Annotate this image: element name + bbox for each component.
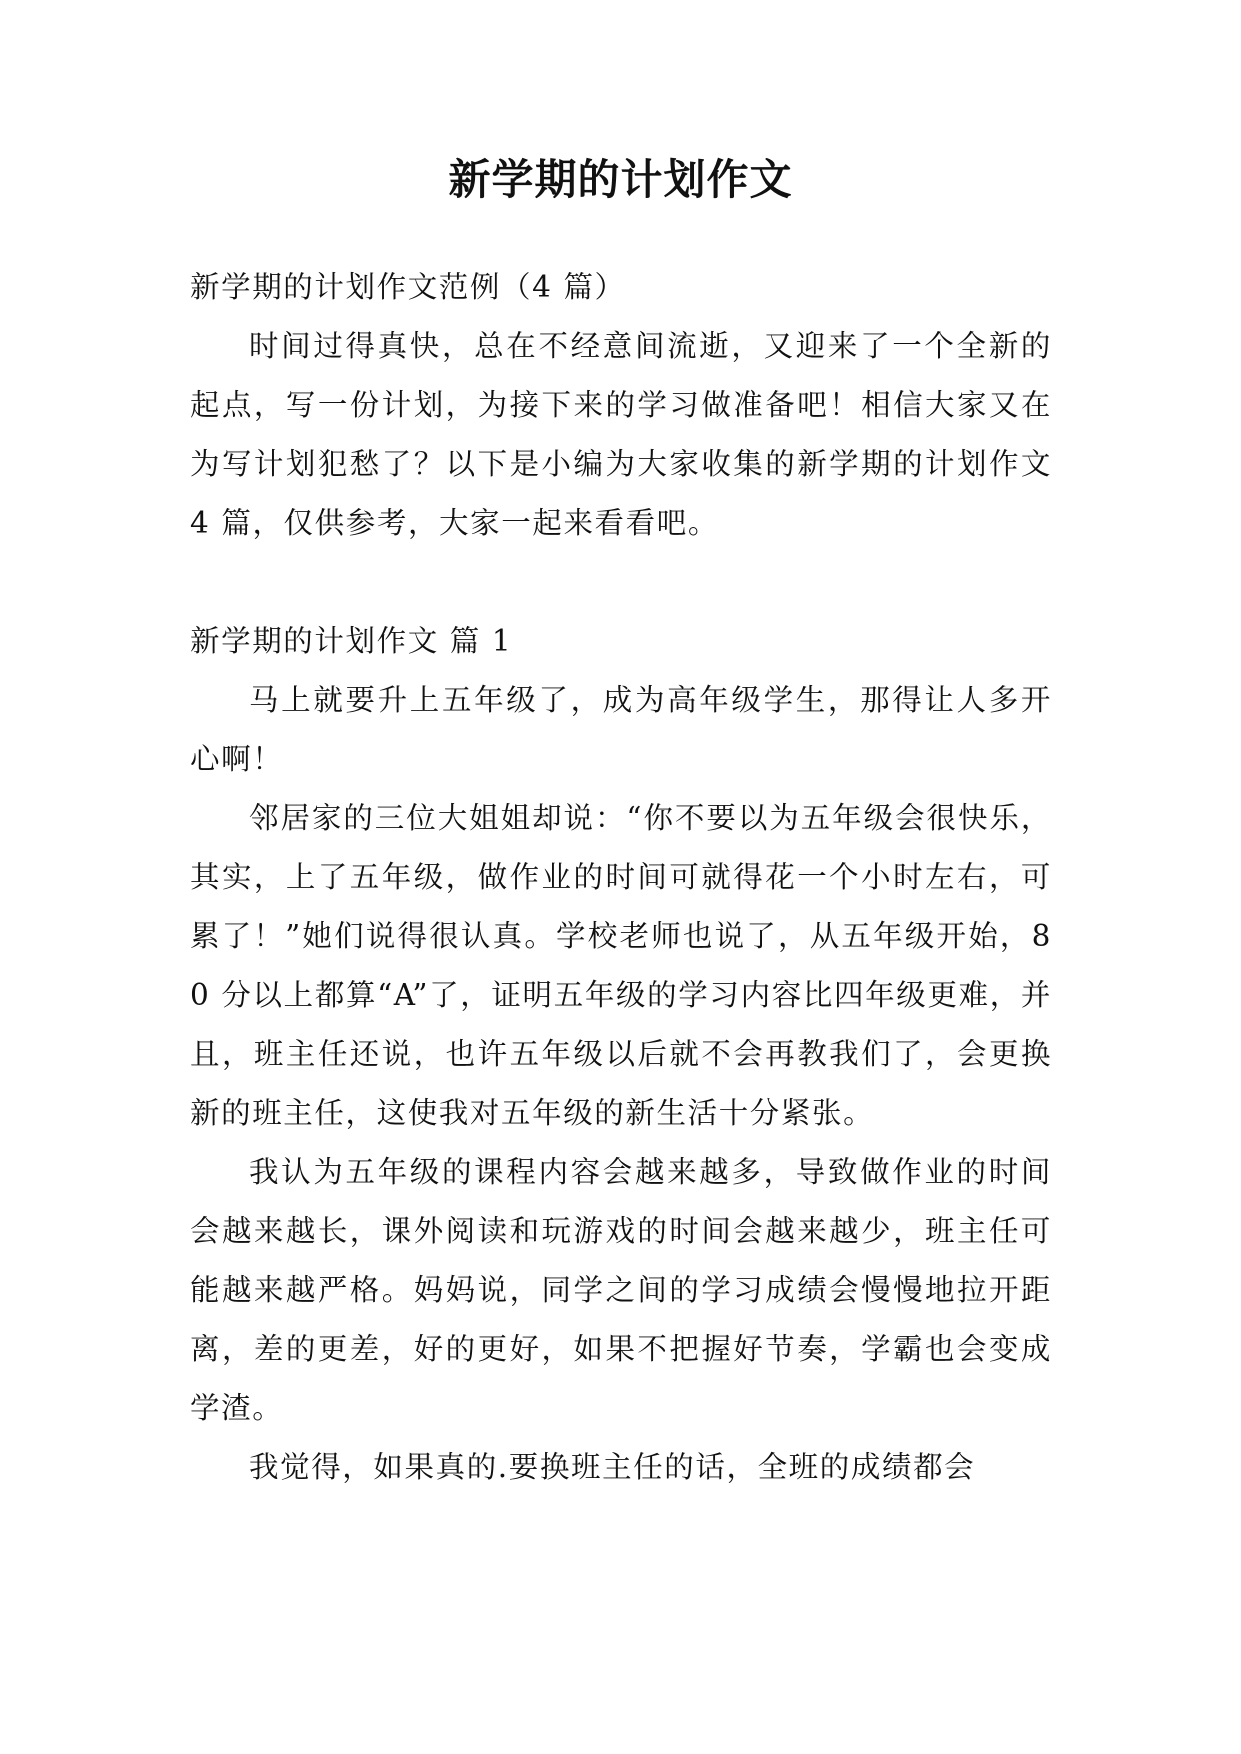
document-body (190, 258, 1052, 1497)
document-title: 新学期的计划作文 (448, 155, 793, 204)
body-paragraph: 马上就要升上五年级了，成为高年级学生，那得让人多开心啊！ (190, 683, 1052, 776)
subtitle: 新学期的计划作文范例（4 篇） (190, 270, 626, 304)
section-heading: 新学期的计划作文 篇 1 (190, 624, 513, 658)
body-paragraph: 邻居家的三位大姐姐却说：“你不要以为五年级会很快乐，其实，上了五年级，做作业的时间可就得花一个小时左右，可累了！”她们说得很认真。学校老师也说了，从五年级开始，80 分以上都算“A”了，证明五年级的学习内容比四年级更难，并且，班主任还说，也许五年级以后就不会再教我们了，会更换新的班主任，这使我对五年级的新生活十分紧张。 (190, 801, 1052, 1130)
intro-paragraph: 时间过得真快，总在不经意间流逝，又迎来了一个全新的起点，写一份计划，为接下来的学习做准备吧！相信大家又在为写计划犯愁了？以下是小编为大家收集的新学期的计划作文 4 篇，仅供参考，大家一起来看看吧。 (190, 329, 1052, 540)
body-paragraph: 我认为五年级的课程内容会越来越多，导致做作业的时间会越来越长，课外阅读和玩游戏的时间会越来越少，班主任可能越来越严格。妈妈说，同学之间的学习成绩会慢慢地拉开距离，差的更差，好的更好，如果不把握好节奏，学霸也会变成学渣。 (190, 1155, 1052, 1425)
body-paragraph: 我觉得，如果真的.要换班主任的话，全班的成绩都会 (249, 1450, 976, 1484)
